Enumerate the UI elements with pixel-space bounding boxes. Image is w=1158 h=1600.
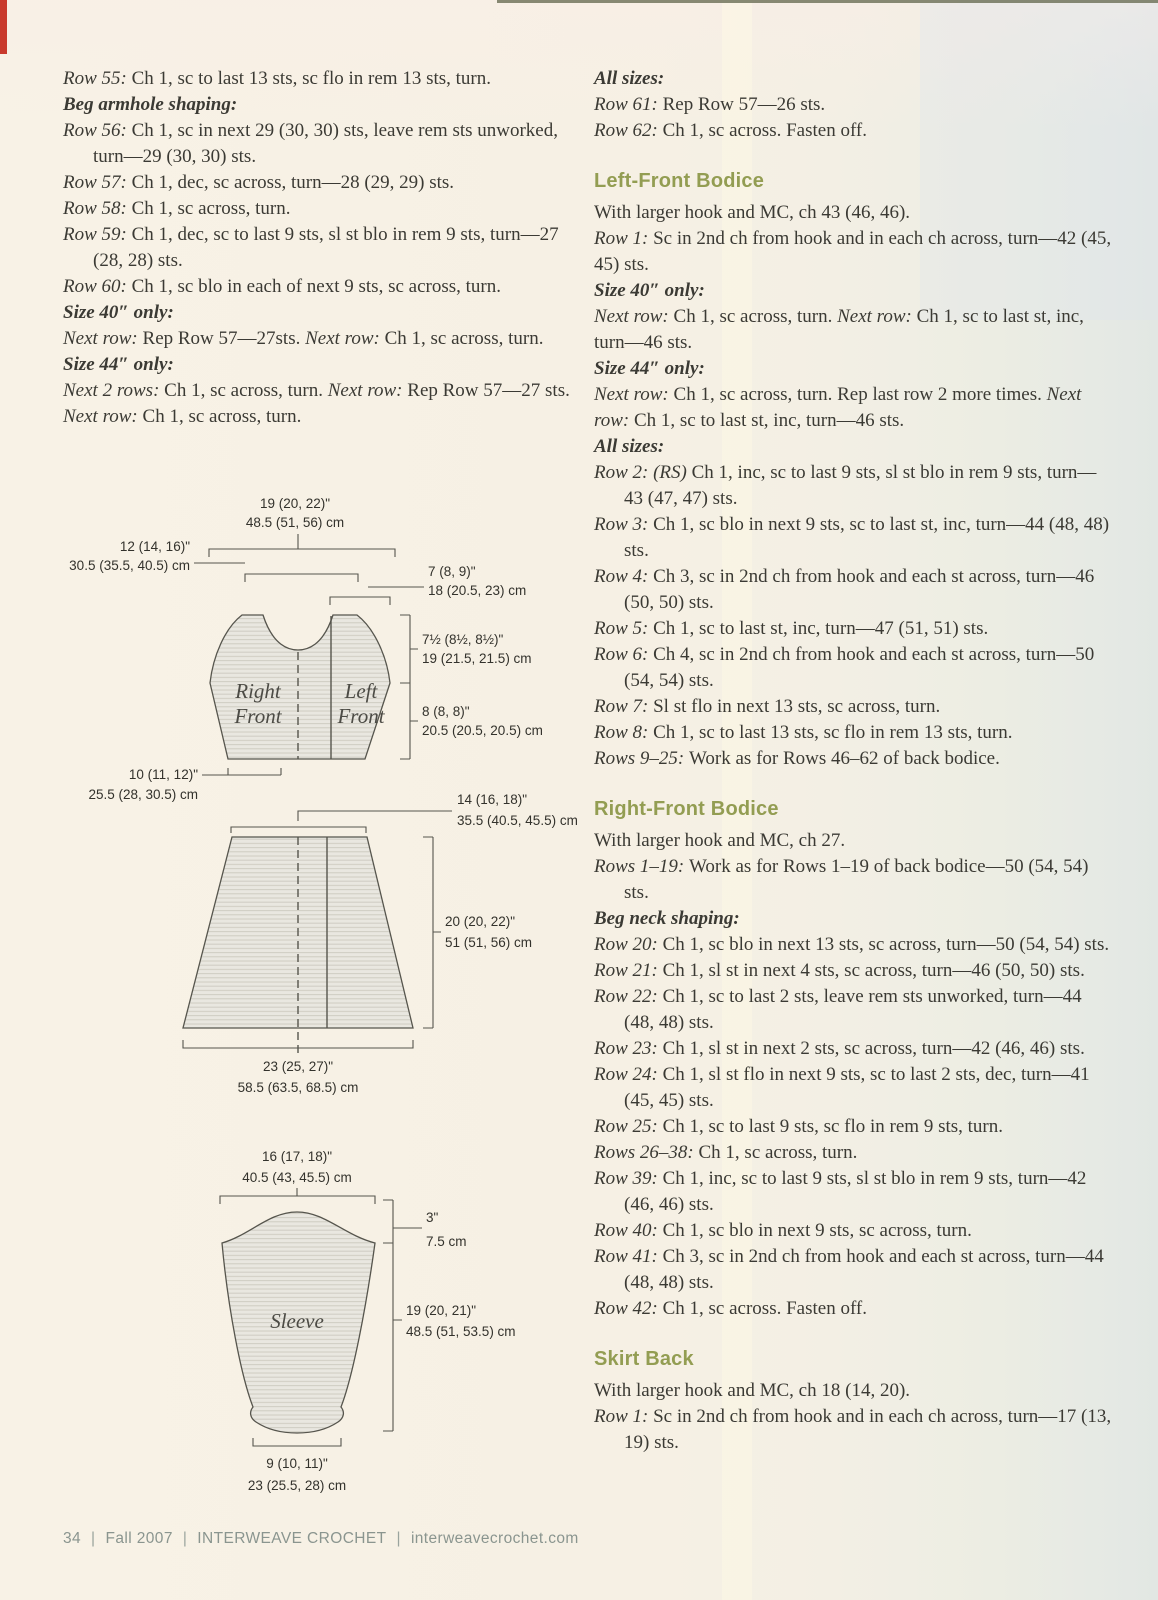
subheading: Size 40″ only: xyxy=(63,302,174,323)
footer-separator: | xyxy=(396,1530,401,1547)
sleeve-top-bracket xyxy=(220,1196,375,1204)
sleeve-schematic xyxy=(130,1140,590,1512)
pattern-paragraph: Rows 9–25: Work as for Rows 46–62 of back bodice. xyxy=(594,748,1000,769)
pattern-paragraph: Row 56: Ch 1, sc in next 29 (30, 30) sts, leave rem sts unworked, turn—29 (30, 30) sts. xyxy=(63,120,558,167)
sleeve-cap-in-label: 3" xyxy=(426,1210,439,1225)
bodice-right-front-label: Right xyxy=(235,679,281,703)
bodice-armhole-cm-label: 19 (21.5, 21.5) cm xyxy=(422,651,532,666)
sleeve-length-cm-label: 48.5 (51, 53.5) cm xyxy=(406,1324,516,1339)
pattern-paragraph: Row 4: Ch 3, sc in 2nd ch from hook and each st across, turn—46 (50, 50) sts. xyxy=(594,566,1095,613)
pattern-paragraph: Row 6: Ch 4, sc in 2nd ch from hook and each st across, turn—50 (54, 54) sts. xyxy=(594,644,1095,691)
pattern-paragraph: Row 7: Sl st flo in next 13 sts, sc across, turn. xyxy=(594,696,941,717)
bodice-right-bracket xyxy=(400,615,418,759)
pattern-paragraph: Row 22: Ch 1, sc to last 2 sts, leave rem sts unworked, turn—44 (48, 48) sts. xyxy=(594,986,1082,1033)
pattern-paragraph: Row 58: Ch 1, sc across, turn. xyxy=(63,198,291,219)
pattern-paragraph: Rows 1–19: Work as for Rows 1–19 of back bodice—50 (54, 54) sts. xyxy=(594,856,1089,903)
sleeve-bottom-cm-label: 23 (25.5, 28) cm xyxy=(247,1478,347,1493)
bodice-upper-width-in-label: 12 (14, 16)" xyxy=(119,539,190,554)
section-heading: Right-Front Bodice xyxy=(594,798,779,820)
pattern-paragraph: Next 2 rows: Ch 1, sc across, turn. Next row: Rep Row 57—27 sts. Next row: Ch 1, sc across, turn. xyxy=(63,380,570,427)
pattern-paragraph: Next row: Ch 1, sc across, turn. Next row: Ch 1, sc to last st, inc, turn—46 sts. xyxy=(594,306,1084,353)
subheading: Beg armhole shaping: xyxy=(63,94,238,115)
section-heading: Skirt Back xyxy=(594,1348,694,1370)
pattern-paragraph: Row 25: Ch 1, sc to last 9 sts, sc flo in rem 9 sts, turn. xyxy=(594,1116,1004,1137)
skirt-top-in-label: 14 (16, 18)" xyxy=(457,792,528,807)
pattern-paragraph: With larger hook and MC, ch 43 (46, 46). xyxy=(594,202,911,223)
bodice-shoulder-in-label: 7 (8, 9)" xyxy=(428,564,476,579)
subheading: All sizes: xyxy=(594,436,665,457)
pattern-paragraph: Next row: Rep Row 57—27sts. Next row: Ch 1, sc across, turn. xyxy=(63,328,544,349)
bodice-right-front-label2: Front xyxy=(234,704,282,728)
sleeve-top-in-label: 16 (17, 18)" xyxy=(261,1149,333,1164)
page-edge-red-strip xyxy=(0,0,7,54)
bodice-top-width-in-label: 19 (20, 22)" xyxy=(259,496,331,511)
subheading: All sizes: xyxy=(594,68,665,89)
bodice-left-front-label2: Front xyxy=(337,704,385,728)
skirt-right-bracket xyxy=(423,837,441,1028)
pattern-paragraph: Row 8: Ch 1, sc to last 13 sts, sc flo in rem 13 sts, turn. xyxy=(594,722,1013,743)
pattern-paragraph: Row 40: Ch 1, sc blo in next 9 sts, sc across, turn. xyxy=(594,1220,972,1241)
pattern-paragraph: With larger hook and MC, ch 18 (14, 20). xyxy=(594,1380,911,1401)
pattern-paragraph: Row 23: Ch 1, sl st in next 2 sts, sc across, turn—42 (46, 46) sts. xyxy=(594,1038,1085,1059)
pattern-paragraph: Row 1: Sc in 2nd ch from hook and in each ch across, turn—42 (45, 45) sts. xyxy=(594,228,1112,275)
section-heading: Left-Front Bodice xyxy=(594,170,765,192)
skirt-schematic xyxy=(100,770,580,1106)
skirt-bottom-cm-label: 58.5 (63.5, 68.5) cm xyxy=(237,1080,359,1095)
bodice-top-bracket xyxy=(209,549,395,557)
sleeve-bottom-in-label: 9 (10, 11)" xyxy=(266,1456,328,1471)
skirt-height-cm-label: 51 (51, 56) cm xyxy=(445,935,533,950)
subheading: Size 44″ only: xyxy=(594,358,705,379)
pattern-paragraph: Row 1: Sc in 2nd ch from hook and in each ch across, turn—17 (13, 19) sts. xyxy=(594,1406,1112,1453)
pattern-paragraph: Rows 26–38: Ch 1, sc across, turn. xyxy=(594,1142,858,1163)
pattern-paragraph: Row 61: Rep Row 57—26 sts. xyxy=(594,94,826,115)
bodice-shoulder-cm-label: 18 (20.5, 23) cm xyxy=(428,583,527,598)
pattern-paragraph: Row 57: Ch 1, dec, sc across, turn—28 (29, 29) sts. xyxy=(63,172,455,193)
sleeve-bottom-bracket xyxy=(253,1438,341,1446)
sleeve-top-cm-label: 40.5 (43, 45.5) cm xyxy=(242,1170,352,1185)
pattern-paragraph: Row 60: Ch 1, sc blo in each of next 9 sts, sc across, turn. xyxy=(63,276,501,297)
pattern-column-right xyxy=(594,66,1115,1456)
skirt-bottom-in-label: 23 (25, 27)" xyxy=(262,1059,334,1074)
pattern-paragraph: With larger hook and MC, ch 27. xyxy=(594,830,846,851)
bodice-upper-width-cm-label: 30.5 (35.5, 40.5) cm xyxy=(69,558,190,573)
footer-page-number: 34 xyxy=(63,1530,82,1547)
skirt-top-bracket xyxy=(231,827,366,833)
footer-separator: | xyxy=(182,1530,188,1547)
pattern-paragraph: Row 39: Ch 1, inc, sc to last 9 sts, sl st blo in rem 9 sts, turn—42 (46, 46) sts. xyxy=(594,1168,1087,1215)
bodice-upper-bracket xyxy=(245,574,358,582)
sleeve-length-bracket xyxy=(383,1243,402,1431)
sleeve-cap-cm-label: 7.5 cm xyxy=(426,1234,467,1249)
footer-website: interweavecrochet.com xyxy=(410,1530,579,1547)
bodice-bottom-cm-label: 25.5 (28, 30.5) cm xyxy=(88,787,198,802)
pattern-paragraph: Next row: Ch 1, sc across, turn. Rep last row 2 more times. Next row: Ch 1, sc to last st, inc, turn—46 sts. xyxy=(594,384,1082,431)
pattern-paragraph: Row 2: (RS) Ch 1, inc, sc to last 9 sts, sl st blo in rem 9 sts, turn—43 (47, 47) sts. xyxy=(594,462,1097,509)
pattern-paragraph: Row 42: Ch 1, sc across. Fasten off. xyxy=(594,1298,868,1319)
pattern-column-left xyxy=(63,66,577,430)
bodice-body-in-label: 8 (8, 8)" xyxy=(422,704,470,719)
footer-magazine-title: INTERWEAVE CROCHET xyxy=(197,1530,387,1547)
subheading: Beg neck shaping: xyxy=(594,908,740,929)
pattern-paragraph: Row 59: Ch 1, dec, sc to last 9 sts, sl st blo in rem 9 sts, turn—27 (28, 28) sts. xyxy=(63,224,559,271)
sleeve-cap-bracket xyxy=(383,1200,422,1243)
footer-issue: Fall 2007 xyxy=(105,1530,173,1547)
bodice-left-front-label: Left xyxy=(344,679,378,703)
bodice-body-cm-label: 20.5 (20.5, 20.5) cm xyxy=(422,723,543,738)
bodice-bottom-in-label: 10 (11, 12)" xyxy=(128,767,198,782)
sleeve-label: Sleeve xyxy=(270,1309,324,1333)
pattern-paragraph: Row 24: Ch 1, sl st flo in next 9 sts, sc to last 2 sts, dec, turn—41 (45, 45) sts. xyxy=(594,1064,1090,1111)
subheading: Size 44″ only: xyxy=(63,354,174,375)
pattern-paragraph: Row 20: Ch 1, sc blo in next 13 sts, sc across, turn—50 (54, 54) sts. xyxy=(594,934,1110,955)
footer-separator: | xyxy=(91,1530,96,1547)
pattern-paragraph: Row 55: Ch 1, sc to last 13 sts, sc flo in rem 13 sts, turn. xyxy=(63,68,492,89)
skirt-height-in-label: 20 (20, 22)" xyxy=(445,914,516,929)
bodice-armhole-in-label: 7½ (8½, 8½)" xyxy=(422,632,504,647)
pattern-paragraph: Row 62: Ch 1, sc across. Fasten off. xyxy=(594,120,868,141)
bodice-top-width-cm-label: 48.5 (51, 56) cm xyxy=(245,515,345,530)
pattern-paragraph: Row 21: Ch 1, sl st in next 4 sts, sc across, turn—46 (50, 50) sts. xyxy=(594,960,1085,981)
sleeve-length-in-label: 19 (20, 21)" xyxy=(406,1303,477,1318)
skirt-top-cm-label: 35.5 (40.5, 45.5) cm xyxy=(457,813,578,828)
page-top-edge xyxy=(497,0,1158,3)
pattern-paragraph: Row 41: Ch 3, sc in 2nd ch from hook and each st across, turn—44 (48, 48) sts. xyxy=(594,1246,1104,1293)
page-footer xyxy=(63,1530,579,1548)
pattern-paragraph: Row 5: Ch 1, sc to last st, inc, turn—47 (51, 51) sts. xyxy=(594,618,989,639)
bodice-schematic xyxy=(63,478,568,810)
skirt-top-connector xyxy=(298,811,452,821)
subheading: Size 40″ only: xyxy=(594,280,705,301)
bodice-shoulder-bracket xyxy=(330,597,390,605)
pattern-paragraph: Row 3: Ch 1, sc blo in next 9 sts, sc to last st, inc, turn—44 (48, 48) sts. xyxy=(594,514,1110,561)
